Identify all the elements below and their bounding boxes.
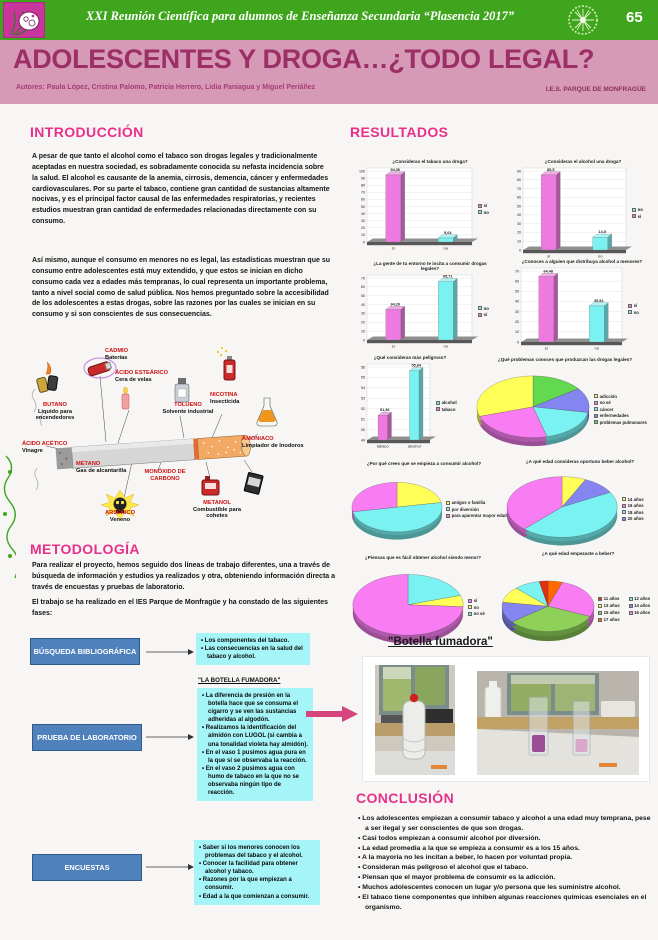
chart-legend (622, 464, 658, 554)
legend-item: para aparentar mayor edad (446, 513, 500, 518)
chart-plot (348, 466, 446, 552)
legend-swatch (622, 510, 626, 514)
pie-razon-consumo (348, 460, 507, 552)
conference-badge-icon (566, 3, 600, 37)
legend-item: 16 años (629, 610, 658, 615)
encuestas-items (199, 844, 315, 901)
chart-tabaco-droga (352, 158, 508, 254)
svg-text:60: 60 (515, 279, 519, 284)
list-item: • Conocer la facilidad para obtener alcohol y tabaco. (199, 860, 315, 876)
chart-plot (498, 556, 598, 662)
methodology-paragraph-2: El trabajo se ha realizado en el IES Parque de Monfragüe y ha constado de las siguientes fases: (32, 599, 329, 617)
legend-item: 15 años (598, 610, 628, 615)
title-band (0, 40, 658, 104)
legend-item: 20 años (622, 516, 658, 521)
chart-plot (506, 264, 628, 354)
svg-text:30: 30 (517, 221, 521, 226)
chart-canvas (508, 164, 632, 262)
legend-item: no (478, 210, 508, 215)
legend-item: amigos o familia (446, 500, 500, 505)
chart-title: ¿Piensas que es fácil obtener alcohol siendo menor? (364, 555, 482, 560)
authors-line (16, 84, 315, 91)
svg-text:40: 40 (517, 213, 521, 218)
legend-item: enfermedades (594, 413, 658, 418)
legend-item: no (468, 605, 498, 610)
chart-plot (352, 360, 436, 452)
methodology-heading: METODOLOGÍA (30, 541, 140, 557)
chart-legend (628, 264, 658, 354)
svg-text:10: 10 (517, 239, 521, 244)
svg-text:51,36: 51,36 (379, 408, 390, 413)
introduction-paragraph-2: Así mismo, aunque el consumo en menores no es legal, las estadísticas muestran que su consumo entre adolescentes está muy extendido, y que estos se inician en dicho consumo cada vez a edades más tempranas, lo cual representa un importante problema, tanto a nivel social como de salud pública. Nos hemos preguntado sobre la accesibilidad de los adolescentes a estas drogas, sobre las razones por las cuales se inician en su consumo y si son conscientes de sus consecuencias. (32, 257, 330, 319)
svg-text:14,5: 14,5 (598, 230, 606, 235)
chart-canvas (506, 264, 628, 354)
legend-item: no sé (594, 400, 658, 405)
school-name: I.E.S. PARQUE DE MONFRAGÜE (545, 86, 646, 93)
laboratorio-items (202, 692, 308, 797)
legend-item: 14 años (629, 603, 658, 608)
diagram-label: AMONIACO Limpiador de Inodoros (242, 436, 304, 449)
chart-legend (446, 466, 507, 552)
diagram-label: TOLUENO Solvente industrial (162, 402, 214, 415)
legend-swatch (628, 304, 632, 308)
list-item: • La edad promedia a la que se empieza a consumir es a los 15 años. (358, 844, 656, 854)
svg-text:90: 90 (517, 169, 521, 174)
step-notes-encuestas (194, 840, 320, 905)
flower-logo-icon (3, 2, 45, 38)
legend-swatch (446, 501, 450, 505)
legend-swatch (632, 208, 636, 212)
svg-text:60: 60 (361, 197, 365, 202)
step-notes-laboratorio (197, 688, 313, 801)
svg-text:40: 40 (361, 211, 365, 216)
chart-legend (478, 164, 508, 254)
list-item: • Piensan que el mayor problema de consumir es la adicción. (358, 873, 656, 883)
chart-title: ¿Consideras el alcohol una droga? (544, 159, 622, 164)
legend-swatch (598, 597, 602, 601)
pie-edad-inicio (498, 550, 658, 662)
legend-item: 18 años (622, 510, 658, 515)
list-item: • Los componentes del tabaco. (201, 637, 305, 645)
flow-arrow-icon (146, 733, 194, 741)
svg-text:10: 10 (361, 233, 365, 238)
pie-edad-oportuna (502, 458, 658, 554)
svg-text:40: 40 (361, 302, 365, 307)
legend-swatch (594, 414, 598, 418)
legend-swatch (468, 605, 472, 609)
conference-title: XXI Reunión Científica para alumnos de Enseñanza Secundaria “Plasencia 2017” (85, 9, 515, 23)
legend-swatch (622, 504, 626, 508)
svg-text:10: 10 (361, 329, 365, 334)
chart-legend (594, 362, 658, 456)
authors-names: Paula López, Cristina Palomo, Patricia Herrero, Lidia Paniagua y Miguel Periáñez (46, 84, 316, 91)
results-heading: RESULTADOS (350, 124, 449, 140)
svg-text:54: 54 (361, 386, 365, 391)
diagram-label: ÁCIDO ESTEÁRICO Cera de velas (115, 370, 169, 383)
lab-photos-frame (362, 656, 650, 782)
svg-text:no: no (443, 245, 448, 251)
chart-legend (478, 271, 508, 352)
pink-arrow-icon (306, 704, 358, 724)
chart-title: ¿Conoces a alguien que distribuya alcohol a menores? (521, 259, 643, 264)
svg-text:20: 20 (361, 320, 365, 325)
legend-swatch (598, 611, 602, 615)
conclusion-heading: CONCLUSIÓN (356, 790, 455, 806)
legend-item: sí (478, 312, 508, 317)
photo-date-stamp (431, 765, 447, 769)
chart-legend (632, 164, 658, 262)
svg-text:70: 70 (515, 269, 519, 274)
chart-canvas (348, 466, 446, 552)
svg-text:no: no (443, 343, 448, 349)
chart-plot (472, 362, 594, 456)
legend-item: cáncer (594, 407, 658, 412)
legend-item: sí (468, 598, 498, 603)
svg-text:0: 0 (363, 240, 365, 245)
chart-canvas (352, 360, 436, 452)
list-item: • Edad a la que comienzan a consumir. (199, 893, 315, 901)
legend-swatch (436, 407, 440, 411)
step-box-encuestas: ENCUESTAS (32, 854, 142, 881)
list-item: • Saber si los menores conocen los problemas del tabaco y el alcohol. (199, 844, 315, 860)
legend-swatch (478, 210, 482, 214)
list-item: • Los adolescentes empiezan a consumir tabaco y alcohol a una edad muy temprana, pese a ser ilegal y ser conscientes de que son drogas. (358, 814, 656, 834)
legend-swatch (632, 214, 636, 218)
legend-swatch (598, 604, 602, 608)
diagram-label: MONÓXIDO DE CARBONO (144, 469, 186, 482)
conclusion-list (358, 814, 656, 912)
legend-item: 13 años (598, 603, 628, 608)
svg-text:52: 52 (361, 407, 365, 412)
introduction-heading: INTRODUCCIÓN (30, 124, 144, 140)
lab-photo-vasos (477, 671, 639, 775)
chart-title: ¿Qué problemas conoces que produzcan las drogas legales? (497, 357, 633, 362)
svg-text:alcohol: alcohol (407, 443, 421, 449)
svg-text:20: 20 (361, 226, 365, 231)
svg-text:90: 90 (361, 176, 365, 181)
legend-swatch (478, 313, 482, 317)
legend-item: tabaco (436, 407, 468, 412)
busqueda-items (201, 637, 305, 661)
legend-item: sí (628, 303, 658, 308)
chart-plot (352, 164, 478, 254)
svg-text:0: 0 (519, 248, 521, 253)
legend-item: adicción (594, 394, 658, 399)
svg-text:20: 20 (515, 320, 519, 325)
chart-legend (436, 360, 468, 452)
svg-text:35,52: 35,52 (593, 298, 604, 303)
legend-swatch (468, 612, 472, 616)
svg-text:65,71: 65,71 (442, 274, 453, 279)
list-item: • Realizamos la identificación del almidón con LUGOL (si cambia a una tonalidad violeta hay almidón). (202, 724, 308, 748)
svg-text:80: 80 (361, 183, 365, 188)
methodology-paragraph-1: Para realizar el proyecto, hemos seguido dos líneas de trabajo diferentes, una a través de búsqueda de información y estudios ya realizados y otra, obteniendo información directa a través de encuestas y pruebas de laboratorio. (32, 562, 336, 591)
legend-item: no sé (468, 611, 498, 616)
list-item: • Las consecuencias en la salud del tabaco y alcohol. (201, 645, 305, 661)
diagram-label: CADMIO Baterías (105, 348, 129, 361)
legend-item: 14 años (622, 497, 658, 502)
legend-item: 16 años (622, 503, 658, 508)
svg-text:5,64: 5,64 (444, 230, 452, 235)
legend-item: sí (632, 214, 658, 219)
chart-canvas (352, 164, 478, 254)
chart-title: ¿A qué edad consideras oportuno beber alcohol? (525, 459, 635, 464)
diagram-label: ÁCIDO ACÉTICO Vinagre (22, 441, 68, 454)
legend-swatch (478, 306, 482, 310)
svg-text:80: 80 (517, 178, 521, 183)
svg-text:50: 50 (361, 204, 365, 209)
flow-arrow-icon (146, 648, 194, 656)
legend-item: 11 años (598, 596, 628, 601)
chart-entorno-incita (352, 260, 508, 352)
svg-text:sí: sí (547, 253, 551, 259)
list-item: • A la mayoría no les incitan a beber, lo hacen por voluntad propia. (358, 853, 656, 863)
legend-item: 17 años (598, 617, 628, 622)
svg-text:sí: sí (391, 343, 395, 349)
chart-canvas (472, 362, 594, 456)
list-item: • El tabaco tiene componentes que inhiben algunas reacciones químicas esenciales en el organismo. (358, 893, 656, 913)
chart-title: ¿Por qué crees que se empieza a consumir alcohol? (366, 461, 482, 466)
chart-alcohol-droga (508, 158, 658, 262)
list-item: • En el vaso 2 pusimos agua con humo de tabaco en la que no se observaba ningún tipo de reacción. (202, 765, 308, 797)
svg-text:53: 53 (361, 396, 365, 401)
svg-text:85,5: 85,5 (547, 167, 555, 172)
legend-item: sí (478, 203, 508, 208)
flow-arrow-icon (146, 863, 194, 871)
cigarette-components-diagram (12, 342, 342, 540)
legend-swatch (446, 514, 450, 518)
legend-swatch (629, 597, 633, 601)
legend-swatch (594, 401, 598, 405)
list-item: • Razones por la que empiezan a consumir. (199, 876, 315, 892)
svg-text:30: 30 (515, 309, 519, 314)
chart-canvas (352, 271, 478, 352)
svg-text:49: 49 (361, 438, 365, 443)
lab-photo-bottle (375, 665, 455, 775)
svg-text:100: 100 (359, 169, 365, 174)
svg-text:60: 60 (361, 285, 365, 290)
svg-text:94,36: 94,36 (390, 167, 401, 172)
legend-swatch (622, 497, 626, 501)
header-bar (0, 0, 658, 40)
page-number: 65 (626, 9, 643, 26)
botella-caption: "Botella fumadora" (388, 636, 493, 648)
svg-text:30: 30 (361, 219, 365, 223)
svg-text:55,64: 55,64 (411, 363, 422, 368)
list-item: • Consideran más peligroso el alcohol que el tabaco. (358, 863, 656, 873)
diagram-label: NICOTINA Insecticida (210, 392, 240, 405)
chart-distribuye-alcohol (506, 258, 658, 354)
legend-item: no (628, 310, 658, 315)
legend-item: problemas pulmonares (594, 420, 658, 425)
list-item: • Casi todos empiezan a consumir alcohol por diversión. (358, 834, 656, 844)
list-item: • La diferencia de presión en la botella hace que se consuma el cigarro y se ven las sustancias adheridas al algodón. (202, 692, 308, 724)
diagram-labels (12, 342, 342, 540)
chart-title: ¿Qué consideras más peligroso? (373, 355, 447, 360)
svg-text:50: 50 (361, 427, 365, 432)
legend-item: alcohol (436, 400, 468, 405)
svg-text:50: 50 (515, 289, 519, 294)
svg-text:no: no (598, 253, 603, 259)
list-item: • Muchos adolescentes conocen un lugar y/o persona que les suministre alcohol. (358, 883, 656, 893)
legend-swatch (594, 407, 598, 411)
svg-text:no: no (594, 345, 599, 351)
svg-text:sí: sí (391, 245, 395, 251)
legend-swatch (628, 310, 632, 314)
svg-text:0: 0 (517, 340, 519, 345)
authors-label: Autores: (16, 84, 45, 91)
legend-swatch (594, 394, 598, 398)
step-notes-busqueda (196, 633, 310, 665)
svg-text:70: 70 (361, 276, 365, 281)
svg-text:20: 20 (517, 230, 521, 235)
svg-text:56: 56 (361, 365, 365, 370)
svg-text:34,29: 34,29 (390, 302, 401, 307)
botella-note: "LA BOTELLA FUMADORA" (198, 677, 281, 684)
svg-text:30: 30 (361, 311, 365, 316)
svg-text:0: 0 (363, 338, 365, 343)
list-item: • En el vaso 1 pusimos agua pura en la que sí se observaba la reacción. (202, 749, 308, 765)
legend-swatch (598, 618, 602, 622)
svg-text:60: 60 (517, 195, 521, 200)
legend-swatch (468, 599, 472, 603)
svg-text:70: 70 (361, 190, 365, 195)
chart-canvas (498, 556, 598, 662)
legend-swatch (446, 507, 450, 511)
svg-text:70: 70 (517, 186, 521, 191)
step-box-busqueda: BÚSQUEDA BIBLIOGRÁFICA (30, 638, 140, 665)
legend-swatch (594, 420, 598, 424)
legend-swatch (622, 517, 626, 521)
legend-item: no (632, 207, 658, 212)
diagram-label: METANO Gas de alcantarilla (76, 461, 127, 474)
legend-swatch (629, 604, 633, 608)
svg-text:sí: sí (544, 345, 548, 351)
legend-item: por diversión (446, 507, 500, 512)
svg-text:64,48: 64,48 (543, 269, 554, 274)
chart-plot (502, 464, 622, 554)
svg-text:55: 55 (361, 375, 365, 380)
svg-text:50: 50 (361, 294, 365, 299)
legend-swatch (436, 401, 440, 405)
diagram-label: ARSÉNICO Veneno (104, 510, 136, 523)
legend-item: no (478, 306, 508, 311)
svg-text:tabaco: tabaco (376, 443, 389, 449)
chart-title: ¿A qué edad empezaste a beber? (541, 551, 615, 556)
chart-plot (352, 271, 478, 352)
introduction-paragraph-1: A pesar de que tanto el alcohol como el tabaco son drogas legales y tradicionalmente aceptadas en nuestra sociedad, es sobradamente conocida su nefasta incidencia sobre la salud. El alcohol es causante de la anemia, cirrosis, demencia, cáncer y enfermedades cardiovasculares. Por su parte el tabaco, contiene gran cantidad de sustancias altamente nocivas, y es el principal factor causal de las enfermedades respiratorias, y recientes estudios muestran gran cantidad de enfermedades relacionadas directamente con su consumo. (32, 153, 330, 226)
svg-text:50: 50 (517, 204, 521, 209)
legend-swatch (629, 611, 633, 615)
chart-title: ¿La gente de tu entorno te incita a consumir drogas legales? (373, 261, 487, 271)
svg-text:51: 51 (361, 417, 365, 422)
chart-mas-peligroso (352, 354, 468, 452)
poster-title: ADOLESCENTES Y DROGA…¿TODO LEGAL? (13, 44, 595, 74)
legend-item: 12 años (629, 596, 658, 601)
diagram-label: METANOL Combustible para cohetes (192, 500, 242, 520)
pie-problemas-drogas (472, 356, 658, 456)
chart-plot (508, 164, 632, 262)
chart-canvas (502, 464, 622, 554)
legend-swatch (478, 204, 482, 208)
photo-date-stamp (599, 763, 617, 767)
svg-text:40: 40 (515, 299, 519, 304)
step-box-laboratorio: PRUEBA DE LABORATORIO (32, 724, 142, 751)
diagram-label: BUTANO Líquido para encendedores (35, 402, 75, 422)
chart-title: ¿Consideras el tabaco una droga? (392, 159, 468, 164)
chart-legend (598, 556, 658, 662)
svg-text:10: 10 (515, 330, 519, 335)
